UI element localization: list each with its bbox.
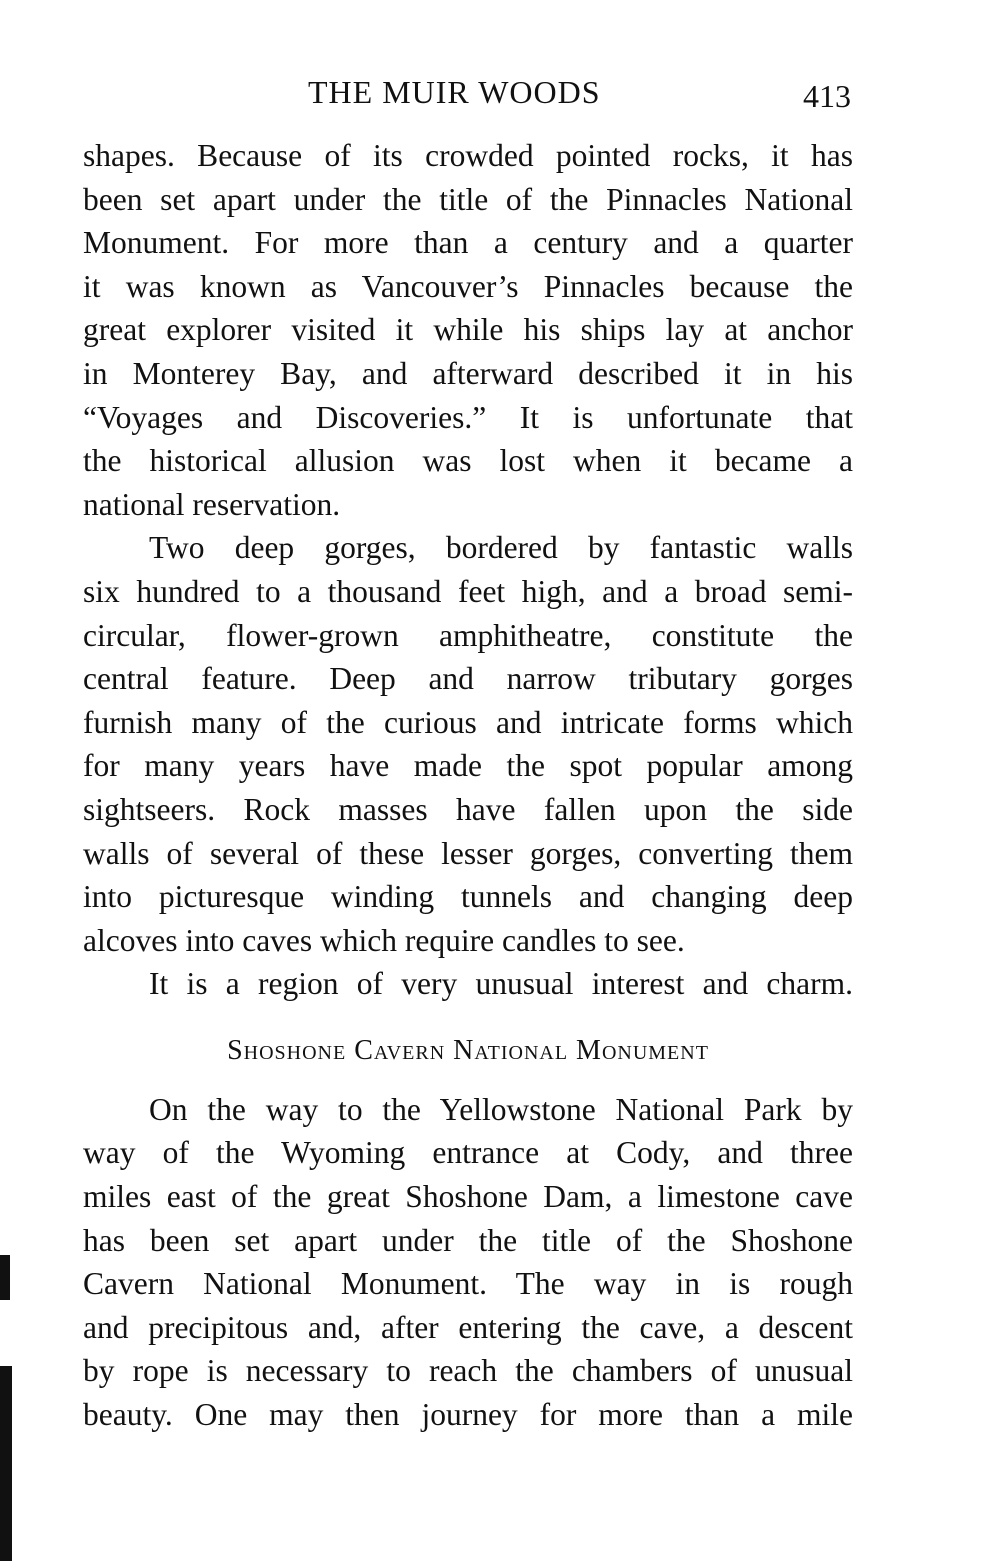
text-line: shapes. Because of its crowded pointed rocks, it has	[83, 138, 853, 173]
paragraph	[83, 134, 853, 526]
text-line: six hundred to a thousand feet high, and a broad semi-	[83, 573, 853, 609]
text-line: Cavern National Monument. The way in is rough	[83, 1266, 853, 1302]
text-line: it was known as Vancouver’s Pinnacles because the	[83, 268, 853, 304]
text-line: into picturesque winding tunnels and changing deep	[83, 879, 853, 915]
text-line: has been set apart under the title of the Shoshone	[83, 1222, 853, 1258]
text-line: It is a region of very unusual interest and charm.	[149, 966, 853, 1002]
text-line: furnish many of the curious and intricate forms which	[83, 704, 853, 740]
paragraph	[83, 1088, 853, 1437]
text-line: sightseers. Rock masses have fallen upon the side	[83, 791, 853, 827]
text-line: national reservation.	[83, 486, 341, 522]
paragraph	[83, 526, 853, 962]
text-line: by rope is necessary to reach the chambers of unusual	[83, 1353, 853, 1389]
text-line: alcoves into caves which require candles to see.	[83, 922, 685, 958]
text-line: central feature. Deep and narrow tributary gorges	[83, 661, 853, 697]
text-line: and precipitous and, after entering the cave, a descent	[83, 1309, 853, 1345]
page-number: 413	[803, 78, 851, 114]
text-line: beauty. One may then journey for more than a mile	[83, 1397, 853, 1433]
text-line: for many years have made the spot popular among	[83, 748, 853, 784]
text-line: great explorer visited it while his ships lay at anchor	[83, 312, 853, 348]
text-line: miles east of the great Shoshone Dam, a limestone cave	[83, 1179, 853, 1215]
text-line: Two deep gorges, bordered by fantastic walls	[149, 530, 853, 566]
text-line: way of the Wyoming entrance at Cody, and three	[83, 1135, 853, 1171]
text-line: the historical allusion was lost when it became a	[83, 443, 853, 479]
text-line: “Voyages and Discoveries.” It is unfortunate that	[83, 399, 853, 435]
paragraph	[83, 962, 853, 1006]
text-line: in Monterey Bay, and afterward described it in his	[83, 355, 853, 391]
scan-edge-mark	[0, 1255, 10, 1300]
scan-edge-mark	[0, 1366, 12, 1561]
page-header	[0, 74, 1000, 118]
page-body	[83, 134, 853, 1437]
text-line: On the way to the Yellowstone National Park by	[149, 1091, 853, 1127]
text-line: circular, flower-grown amphitheatre, constitute the	[83, 617, 853, 653]
section-heading: Shoshone Cavern National Monument	[227, 1034, 709, 1066]
running-title: THE MUIR WOODS	[308, 74, 601, 110]
text-line: Monument. For more than a century and a quarter	[83, 225, 853, 261]
text-line: walls of several of these lesser gorges, converting them	[83, 835, 853, 871]
text-line: been set apart under the title of the Pinnacles National	[83, 181, 853, 217]
